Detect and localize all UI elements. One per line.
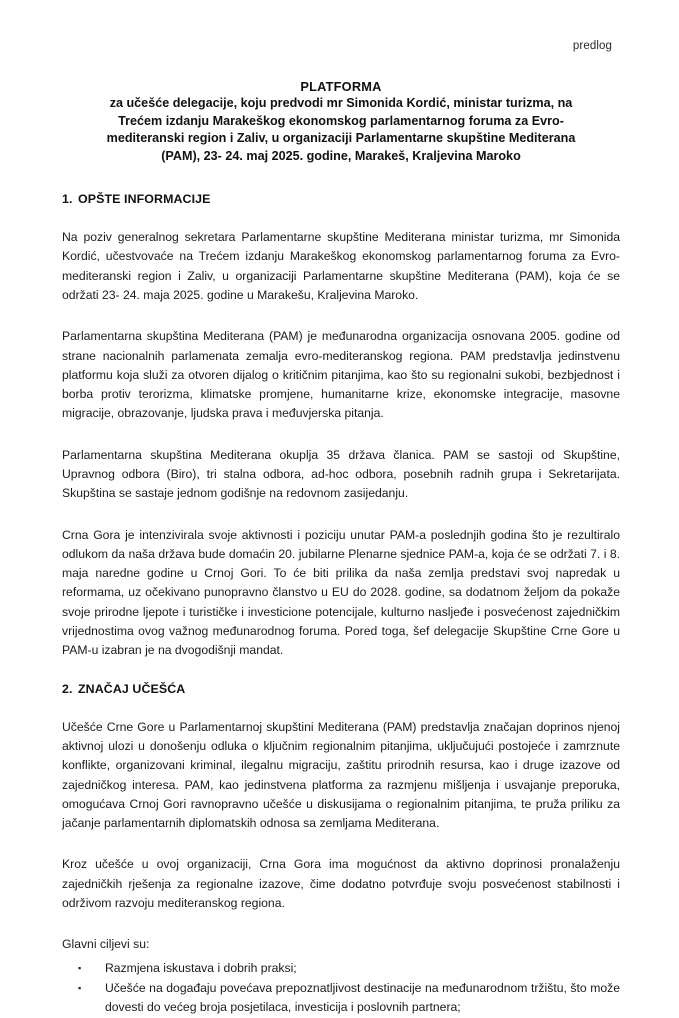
list-item	[62, 959, 620, 978]
document-title-line-3: mediteranski region i Zaliv, u organizaciji Parlamentarne skupštine Mediterana	[106, 131, 576, 146]
section-title-2: ZNAČAJ UČEŠĆA	[78, 681, 186, 696]
section-1-paragraph-4: Crna Gora je intenzivirala svoje aktivnosti i poziciju unutar PAM-a poslednjih godina što je rezultiralo odlukom da naša država bude domaćin 20. jubilarne Plenarne sjednice PAM-a, koja će se održati 7. i 8. maja naredne godine u Crnoj Gori. To će biti prilika da naša zemlja predstavi svoj napredak u reformama, uz očekivano punopravno članstvo u EU do 2028. godine, sa dodatnom željom da pokaže svoje prirodne ljepote i turističke i investicione potencijale, kulturno nasljeđe i posvećenost zajedničkim vrijednostima ovog važnog međunarodnog foruma. Pored toga, šef delegacije Skupštine Crne Gore u PAM-u izabran je na dvogodišnji mandat.	[62, 527, 620, 658]
objectives-lead-in: Glavni ciljevi su:	[62, 937, 150, 952]
list-item-text: Razmjena iskustava i dobrih praksi;	[105, 960, 297, 975]
list-item	[62, 979, 620, 1018]
section-heading-2	[62, 681, 620, 697]
section-heading-1	[62, 191, 620, 207]
document-title-line-4: (PAM), 23- 24. maj 2025. godine, Marakeš, Kraljevina Maroko	[161, 148, 521, 163]
header-note: predlog	[572, 40, 612, 52]
section-number-1: 1.	[62, 192, 73, 207]
document-title-line-2: Trećem izdanju Marakeškog ekonomskog parlamentarnog foruma za Evro-	[118, 113, 564, 128]
document-title-main: PLATFORMA	[300, 79, 382, 94]
bullet-icon: ▪	[78, 982, 82, 993]
document-title-line-1: za učešće delegacije, koju predvodi mr Simonida Kordić, ministar turizma, na	[109, 96, 573, 111]
objectives-list	[62, 959, 620, 1018]
section-2-paragraph-2: Kroz učešće u ovoj organizaciji, Crna Gora ima mogućnost da aktivno doprinosi pronalaženju zajedničkih rješenja za regionalne izazove, čime dodatno potvrđuje svoju posvećenost stabilnosti i održivom razvoju mediteranskog regiona.	[62, 857, 620, 911]
section-2-paragraph-1: Učešće Crne Gore u Parlamentarnoj skupštini Mediterana (PAM) predstavlja značajan doprinos njenoj aktivnoj ulozi u donošenju odluka o ključnim regionalnim pitanjima, uključujući postojeće i zamrznute konflikte, organizovani kriminal, ilegalnu migraciju, zaštitu prirodnih resursa, kao i druge izazove od zajedničkog interesa. PAM, kao jedinstvena platforma za razmjenu mišljenja i usvajanje preporuka, omogućava Crnoj Gori ravnopravno učešće u diskusijama o regionalnim pitanjima, te pruža priliku za jačanje parlamentarnih diplomatskih odnosa sa zemljama Mediterana.	[62, 719, 620, 831]
document-title-block	[62, 78, 620, 165]
section-1-paragraph-3: Parlamentarna skupština Mediterana okuplja 35 država članica. PAM se sastoji od Skupštine, Upravnog odbora (Biro), tri stalna odbora, ad-hoc odbora, posebnih radnih grupa i Sekretarijata. Skupština se sastaje jednom godišnje na redovnom zasijedanju.	[62, 447, 620, 501]
section-number-2: 2.	[62, 681, 73, 696]
section-1-paragraph-1: Na poziv generalnog sekretara Parlamentarne skupštine Mediterana ministar turizma, mr Simonida Kordić, učestvovaće na Trećem izdanju Marakeškog ekonomskog parlamentarnog foruma za Evro-mediteranski region i Zaliv, u organizaciji Parlamentarne skupštine Mediterana (PAM), koja će se održati 23- 24. maja 2025. godine u Marakešu, Kraljevina Maroko.	[62, 230, 620, 302]
list-item-text: Učešće na događaju povećava prepoznatljivost destinacije na međunarodnom tržištu, što može dovesti do većeg broja posjetilaca, investicija i poslovnih partnera;	[105, 980, 620, 1015]
section-1-paragraph-2: Parlamentarna skupština Mediterana (PAM) je međunarodna organizacija osnovana 2005. godine od strane nacionalnih parlamenata zemalja evro-mediteranskog regiona. PAM predstavlja jedinstvenu platformu koja služi za otvoren dijalog o kritičnim pitanjima, kao što su regionalni sukobi, bezbjednost i borba protiv terorizma, klimatske promjene, humanitarne krize, ekonomske integracije, masovne migracije, obrazovanje, ljudska prava i međuvjerska pitanja.	[62, 329, 620, 421]
bullet-icon: ▪	[78, 962, 82, 973]
section-title-1: OPŠTE INFORMACIJE	[78, 192, 211, 207]
